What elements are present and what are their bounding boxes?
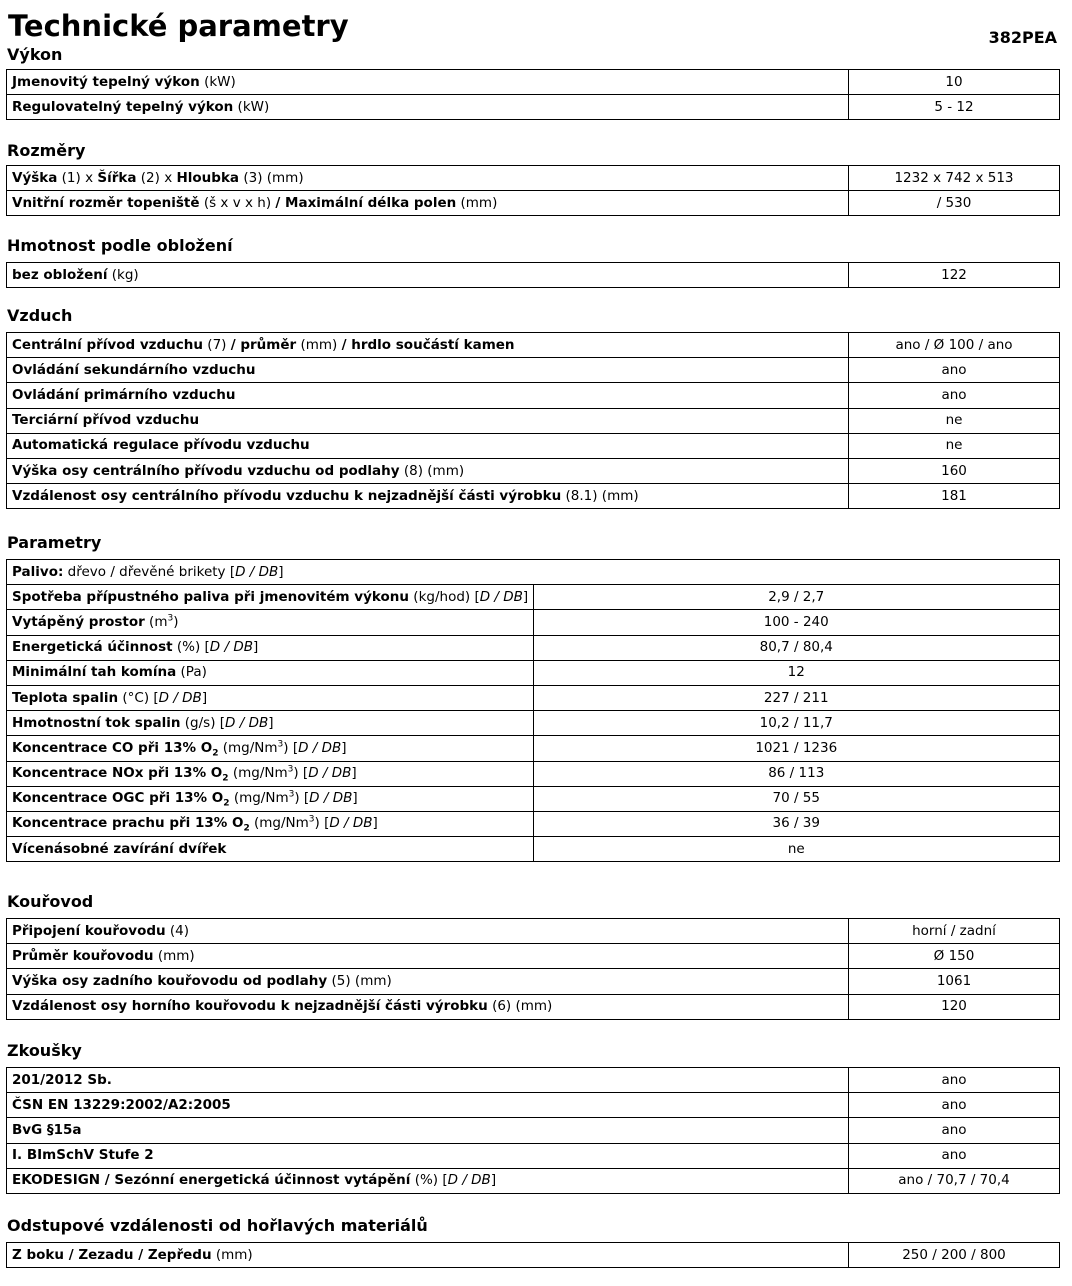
row-label (7, 1093, 849, 1118)
table-row (7, 484, 1060, 509)
table-zkousky (6, 1067, 1060, 1194)
label-unit: (8.1) (mm) (561, 487, 639, 504)
row-value: / 530 (849, 191, 1060, 216)
row-value: 227 / 211 (533, 685, 1060, 710)
table-row (7, 433, 1060, 458)
row-label (7, 1068, 849, 1093)
label-unit: (%) [ (410, 1172, 448, 1189)
label-unit: ) [ (294, 790, 310, 807)
label-bold: Vzdálenost osy centrálního přívodu vzduchu k nejzadnější části výrobku (12, 487, 562, 504)
table-row (7, 786, 1060, 811)
label-unit: (Pa) (176, 664, 207, 681)
row-label (7, 811, 534, 836)
label-bold: Palivo: (12, 563, 64, 580)
label-unit: dřevo / dřevěné brikety [ (63, 563, 236, 580)
label-unit: (°C) [ (118, 689, 159, 706)
fuel-row-label (7, 560, 1060, 585)
superscript: 3 (308, 814, 315, 825)
table-row (7, 70, 1060, 95)
label-bold: Centrální přívod vzduchu (12, 336, 204, 353)
table-row (7, 660, 1060, 685)
row-value: 36 / 39 (533, 811, 1060, 836)
superscript: 3 (287, 764, 294, 775)
label-italic: D / DB (298, 739, 342, 756)
label-bold: Vícenásobné zavírání dvířek (12, 840, 227, 857)
label-bold: Automatická regulace přívodu vzduchu (12, 437, 310, 454)
row-label (7, 484, 849, 509)
label-bold: Ovládání primárního vzduchu (12, 386, 236, 403)
table-row (7, 191, 1060, 216)
row-value: 70 / 55 (533, 786, 1060, 811)
label-unit: (mm) (153, 947, 195, 964)
row-label (7, 919, 849, 944)
row-value: 10 (849, 70, 1060, 95)
row-value: 86 / 113 (533, 761, 1060, 786)
row-label (7, 736, 534, 761)
label-unit: (1) x (57, 169, 98, 186)
label-unit: (5) (mm) (327, 972, 392, 989)
row-label (7, 786, 534, 811)
label-unit: (mm) (211, 1246, 253, 1263)
label-unit: (8) (mm) (399, 462, 465, 479)
label-bold: Spotřeba přípustného paliva při jmenovitém výkonu (12, 588, 410, 605)
table-row (7, 761, 1060, 786)
label-unit: (g/s) [ (180, 714, 226, 731)
label-bold: / Maximální délka polen (275, 194, 457, 211)
label-bold: ČSN EN 13229:2002/A2:2005 (12, 1096, 231, 1113)
row-label (7, 761, 534, 786)
row-value: ano (849, 1143, 1060, 1168)
table-row (7, 383, 1060, 408)
label-bold: bez obložení (12, 266, 108, 283)
table-row (7, 944, 1060, 969)
label-unit: (kg) (107, 266, 139, 283)
label-bold: Z boku / Zezadu / Zepředu (12, 1246, 212, 1263)
label-italic: D / DB (209, 639, 253, 656)
label-italic: D / DB (479, 588, 523, 605)
label-bold: Hmotnostní tok spalin (12, 714, 181, 731)
label-bold: Průměr kouřovodu (12, 947, 154, 964)
row-value: 2,9 / 2,7 (533, 585, 1060, 610)
row-label (7, 358, 849, 383)
row-value: 160 (849, 458, 1060, 483)
table-row (7, 560, 1060, 585)
label-bold: Hloubka (176, 169, 240, 186)
table-row (7, 635, 1060, 660)
superscript: 3 (277, 739, 284, 750)
label-bold: Koncentrace NOx při 13% O (12, 765, 223, 782)
row-label (7, 944, 849, 969)
section-title-vykon: Výkon (7, 45, 63, 64)
label-unit: ] (278, 563, 284, 580)
label-unit: (4) (165, 922, 190, 939)
table-row (7, 736, 1060, 761)
row-value: 250 / 200 / 800 (849, 1243, 1060, 1268)
row-label (7, 433, 849, 458)
row-label (7, 1118, 849, 1143)
subscript: 2 (243, 824, 250, 835)
row-value: ano / Ø 100 / ano (849, 333, 1060, 358)
row-value: 1232 x 742 x 513 (849, 166, 1060, 191)
row-label (7, 1168, 849, 1193)
row-label (7, 166, 849, 191)
row-value: ne (849, 433, 1060, 458)
table-row (7, 711, 1060, 736)
superscript: 3 (288, 789, 295, 800)
row-label (7, 837, 534, 862)
label-unit: ] (201, 689, 208, 706)
label-bold: EKODESIGN / Sezónní energetická účinnost vytápění (12, 1172, 411, 1189)
label-unit: ) (173, 613, 179, 630)
row-label (7, 610, 534, 635)
label-unit: (%) [ (172, 639, 210, 656)
label-unit: ) [ (314, 815, 330, 832)
label-unit: (6) (mm) (487, 998, 553, 1015)
row-value: 181 (849, 484, 1060, 509)
row-label (7, 660, 534, 685)
label-italic: D / DB (309, 790, 353, 807)
section-title-rozmery: Rozměry (7, 141, 86, 160)
row-label (7, 383, 849, 408)
label-italic: D / DB (158, 689, 202, 706)
label-italic: D / DB (235, 563, 279, 580)
row-value: 80,7 / 80,4 (533, 635, 1060, 660)
section-title-odstupove-vzdalenosti: Odstupové vzdálenosti od hořlavých materiálů (7, 1216, 428, 1235)
row-value: 12 (533, 660, 1060, 685)
table-row (7, 1118, 1060, 1143)
table-row (7, 919, 1060, 944)
label-bold: Výška (12, 169, 58, 186)
label-bold: Koncentrace prachu při 13% O (12, 815, 244, 832)
label-bold: Energetická účinnost (12, 639, 173, 656)
label-bold: Terciární přívod vzduchu (12, 412, 200, 429)
section-title-zkousky: Zkoušky (7, 1041, 82, 1060)
label-bold: Výška osy zadního kouřovodu od podlahy (12, 972, 328, 989)
row-value: 100 - 240 (533, 610, 1060, 635)
row-label (7, 408, 849, 433)
section-title-vzduch: Vzduch (7, 306, 73, 325)
row-value: ne (533, 837, 1060, 862)
row-label (7, 969, 849, 994)
label-unit: (3) (mm) (239, 169, 304, 186)
subscript: 2 (222, 773, 229, 784)
label-bold: 201/2012 Sb. (12, 1071, 112, 1088)
table-rozmery (6, 165, 1060, 216)
row-value: ne (849, 408, 1060, 433)
label-unit: (mg/Nm (218, 739, 278, 756)
table-row (7, 408, 1060, 433)
label-unit: (mg/Nm (249, 815, 309, 832)
label-unit: (kW) (233, 98, 270, 115)
label-bold: Minimální tah komína (12, 664, 177, 681)
model-code: 382PEA (988, 28, 1057, 47)
label-italic: D / DB (225, 714, 269, 731)
label-bold: Vytápěný prostor (12, 613, 145, 630)
table-row (7, 1068, 1060, 1093)
label-unit: ] (351, 765, 357, 782)
label-bold: Šířka (97, 169, 137, 186)
table-hmotnost (6, 262, 1060, 288)
table-row (7, 969, 1060, 994)
label-bold: / průměr (230, 336, 297, 353)
label-bold: BvG §15a (12, 1121, 82, 1138)
table-row (7, 811, 1060, 836)
table-row (7, 610, 1060, 635)
table-row (7, 1243, 1060, 1268)
label-bold: / hrdlo součástí kamen (341, 336, 515, 353)
table-kourovod (6, 918, 1060, 1020)
label-unit: ] (490, 1172, 497, 1189)
table-row (7, 1143, 1060, 1168)
table-row (7, 358, 1060, 383)
table-vykon (6, 69, 1060, 120)
row-value: 1061 (849, 969, 1060, 994)
label-bold: I. BImSchV Stufe 2 (12, 1147, 154, 1164)
table-row (7, 1168, 1060, 1193)
table-vzduch (6, 332, 1060, 509)
row-value: ano (849, 383, 1060, 408)
row-value: ano (849, 1093, 1060, 1118)
table-parametry (6, 559, 1060, 862)
label-bold: Ovládání sekundárního vzduchu (12, 361, 256, 378)
row-value: 1021 / 1236 (533, 736, 1060, 761)
page-title: Technické parametry (8, 9, 349, 43)
row-value: ano / 70,7 / 70,4 (849, 1168, 1060, 1193)
row-value: 10,2 / 11,7 (533, 711, 1060, 736)
row-label (7, 70, 849, 95)
label-bold: Koncentrace OGC při 13% O (12, 790, 224, 807)
section-title-hmotnost: Hmotnost podle obložení (7, 236, 233, 255)
row-value: ano (849, 1118, 1060, 1143)
row-label (7, 585, 534, 610)
row-value: horní / zadní (849, 919, 1060, 944)
label-bold: Jmenovitý tepelný výkon (12, 73, 200, 90)
table-row (7, 994, 1060, 1019)
label-italic: D / DB (308, 765, 352, 782)
row-label (7, 685, 534, 710)
row-label (7, 994, 849, 1019)
row-label (7, 263, 849, 288)
superscript: 3 (167, 613, 174, 624)
label-unit: ] (268, 714, 274, 731)
subscript: 2 (223, 798, 230, 809)
label-unit: ) [ (283, 739, 299, 756)
label-unit: ) [ (293, 765, 309, 782)
label-bold: Připojení kouřovodu (12, 922, 166, 939)
label-unit: (mm) (296, 336, 342, 353)
label-unit: (2) x (136, 169, 177, 186)
label-unit: (mm) (456, 194, 498, 211)
table-row (7, 95, 1060, 120)
label-unit: (kg/hod) [ (409, 588, 480, 605)
label-unit: ] (372, 815, 378, 832)
label-italic: D / DB (329, 815, 373, 832)
row-label (7, 95, 849, 120)
table-odstupove-vzdalenosti (6, 1242, 1060, 1268)
label-unit: ] (252, 639, 259, 656)
label-unit: (mg/Nm (228, 765, 288, 782)
row-value: Ø 150 (849, 944, 1060, 969)
label-bold: Koncentrace CO při 13% O (12, 739, 213, 756)
label-unit: (mg/Nm (229, 790, 289, 807)
label-unit: (7) (203, 336, 231, 353)
row-value: 122 (849, 263, 1060, 288)
table-row (7, 585, 1060, 610)
label-unit: (m (144, 613, 168, 630)
row-label (7, 333, 849, 358)
table-row (7, 263, 1060, 288)
label-bold: Regulovatelný tepelný výkon (12, 98, 234, 115)
label-unit: ] (352, 790, 358, 807)
row-label (7, 1143, 849, 1168)
row-value: 120 (849, 994, 1060, 1019)
table-row (7, 333, 1060, 358)
subscript: 2 (212, 748, 219, 759)
row-value: 5 - 12 (849, 95, 1060, 120)
label-bold: Teplota spalin (12, 689, 119, 706)
section-title-parametry: Parametry (7, 533, 102, 552)
label-bold: Vzdálenost osy horního kouřovodu k nejzadnější části výrobku (12, 998, 488, 1015)
row-label (7, 458, 849, 483)
label-italic: D / DB (447, 1172, 491, 1189)
table-row (7, 1093, 1060, 1118)
row-label (7, 711, 534, 736)
row-label (7, 191, 849, 216)
label-unit: ] (341, 739, 347, 756)
row-label (7, 1243, 849, 1268)
section-title-kourovod: Kouřovod (7, 892, 94, 911)
row-value: ano (849, 1068, 1060, 1093)
table-row (7, 458, 1060, 483)
table-row (7, 837, 1060, 862)
label-bold: Vnitřní rozměr topeniště (12, 194, 200, 211)
row-value: ano (849, 358, 1060, 383)
label-unit: ] (522, 588, 529, 605)
label-unit: (kW) (199, 73, 236, 90)
label-unit: (š x v x h) (199, 194, 276, 211)
table-row (7, 166, 1060, 191)
table-row (7, 685, 1060, 710)
label-bold: Výška osy centrálního přívodu vzduchu od podlahy (12, 462, 400, 479)
row-label (7, 635, 534, 660)
